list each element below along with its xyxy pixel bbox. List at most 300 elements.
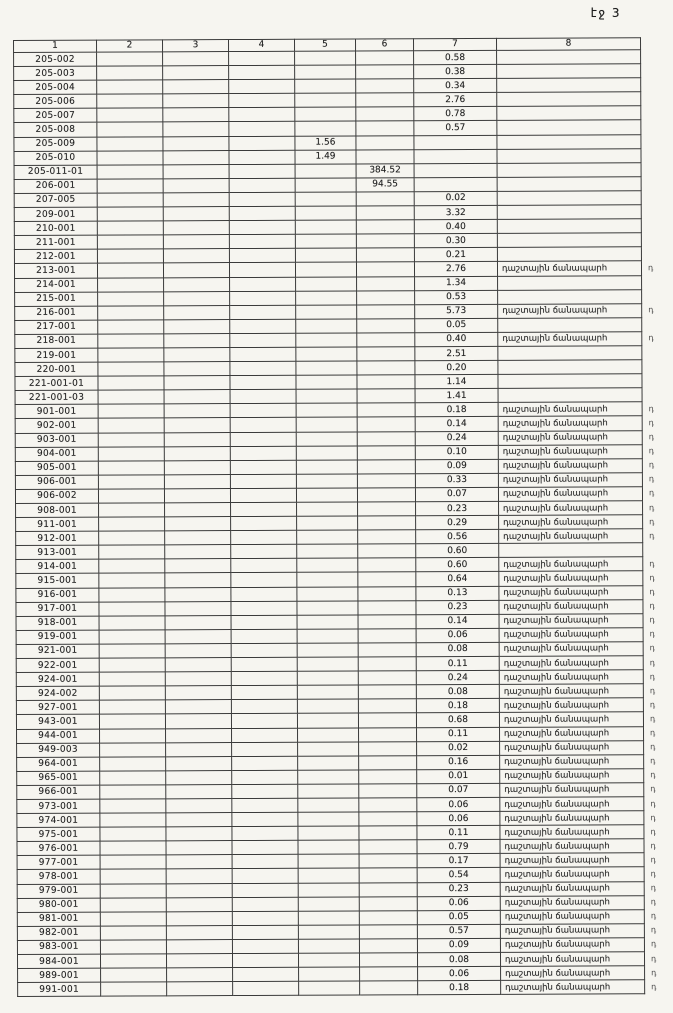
value-cell xyxy=(163,94,229,108)
note-cell: դաշտային ճանապարհ xyxy=(498,430,642,445)
value-cell xyxy=(231,714,297,728)
value-cell xyxy=(358,600,416,614)
value-cell xyxy=(165,615,231,629)
note-cell: դաշտային ճանապարհ xyxy=(500,754,644,769)
value-cell: 0.40 xyxy=(415,332,498,346)
value-cell xyxy=(357,474,415,488)
value-cell xyxy=(297,685,358,699)
value-cell xyxy=(164,418,230,432)
note-cell: դաշտային ճանապարհ xyxy=(499,557,643,572)
margin-mark: դ xyxy=(650,855,656,865)
value-cell xyxy=(166,813,232,827)
note-cell: դաշտային ճանապարհ xyxy=(500,825,644,840)
margin-mark: դ xyxy=(649,615,655,625)
value-cell: 0.40 xyxy=(414,220,497,234)
value-cell xyxy=(231,657,297,671)
margin-mark xyxy=(641,50,671,64)
parcel-code-cell: 981-001 xyxy=(17,912,100,926)
parcel-code-cell: 964-001 xyxy=(17,757,100,771)
value-cell xyxy=(99,714,165,728)
value-cell: 0.07 xyxy=(417,783,500,797)
value-cell xyxy=(356,234,414,248)
parcel-code-cell: 207-005 xyxy=(14,193,97,207)
parcel-code-cell: 991-001 xyxy=(18,982,101,996)
note-cell: դաշտային ճանապարհ xyxy=(500,769,644,784)
margin-mark: դ xyxy=(650,869,656,879)
value-cell xyxy=(98,320,164,334)
value-cell xyxy=(229,234,295,248)
value-cell xyxy=(358,671,416,685)
note-cell: դաշտային ճանապարհ xyxy=(500,952,644,967)
value-cell xyxy=(100,954,166,968)
value-cell xyxy=(358,572,416,586)
value-cell xyxy=(164,305,230,319)
value-cell: 0.14 xyxy=(416,614,499,628)
parcel-code-cell: 927-001 xyxy=(16,700,99,714)
note-cell xyxy=(497,177,641,192)
margin-mark: դ xyxy=(650,798,656,808)
value-cell xyxy=(297,713,358,727)
value-cell xyxy=(230,347,296,361)
value-cell xyxy=(164,291,230,305)
value-cell: 0.09 xyxy=(415,459,498,473)
column-header: 1 xyxy=(14,40,97,52)
value-cell: 0.02 xyxy=(414,191,497,205)
note-cell: դաշտային ճանապարհ xyxy=(498,402,642,417)
value-cell xyxy=(98,489,164,503)
note-cell: դաշտային ճանապարհ xyxy=(500,938,644,953)
value-cell xyxy=(356,262,414,276)
value-cell xyxy=(358,544,416,558)
parcel-code-cell: 205-002 xyxy=(14,52,97,66)
value-cell: 0.79 xyxy=(417,840,500,854)
value-cell xyxy=(232,742,298,756)
margin-mark: դ xyxy=(650,925,657,935)
note-cell xyxy=(497,64,641,79)
value-cell xyxy=(358,657,416,671)
value-cell xyxy=(356,65,414,79)
parcel-code-cell: 205-008 xyxy=(14,123,97,137)
value-cell: 1.34 xyxy=(415,276,498,290)
value-cell: 0.17 xyxy=(417,854,500,868)
value-cell xyxy=(229,263,295,277)
value-cell: 0.16 xyxy=(417,755,500,769)
parcel-code-cell: 903-001 xyxy=(15,433,98,447)
value-cell: 1.41 xyxy=(415,389,498,403)
value-cell: 0.05 xyxy=(417,910,500,924)
note-cell xyxy=(497,134,641,149)
value-cell: 0.02 xyxy=(417,741,500,755)
value-cell xyxy=(100,912,166,926)
value-cell xyxy=(231,502,297,516)
value-cell xyxy=(229,178,295,192)
note-cell: դաշտային ճանապարհ xyxy=(497,261,641,276)
value-cell xyxy=(229,206,295,220)
value-cell xyxy=(359,840,417,854)
note-cell: դաշտային ճանապարհ xyxy=(500,726,644,741)
value-cell: 0.09 xyxy=(417,938,500,952)
value-cell: 0.68 xyxy=(416,713,499,727)
value-cell: 0.78 xyxy=(414,107,497,121)
value-cell xyxy=(97,193,163,207)
value-cell xyxy=(357,488,415,502)
value-cell xyxy=(164,277,230,291)
value-cell xyxy=(357,403,415,417)
value-cell xyxy=(298,854,359,868)
value-cell xyxy=(163,164,229,178)
parcel-code-cell: 984-001 xyxy=(17,954,100,968)
value-cell xyxy=(229,220,295,234)
value-cell xyxy=(99,587,165,601)
value-cell xyxy=(296,389,357,403)
value-cell xyxy=(229,108,295,122)
value-cell xyxy=(359,868,417,882)
value-cell xyxy=(359,826,417,840)
note-cell: դաշտային ճանապարհ xyxy=(501,980,645,995)
value-cell: 0.57 xyxy=(414,121,497,135)
value-cell xyxy=(97,165,163,179)
value-cell xyxy=(100,926,166,940)
note-cell: դաշտային ճանապարհ xyxy=(500,811,644,826)
value-cell xyxy=(99,616,165,630)
value-cell: 0.58 xyxy=(414,50,497,64)
value-cell xyxy=(356,121,414,135)
note-cell: դաշտային ճանապարհ xyxy=(500,881,644,896)
parcel-code-cell: 215-001 xyxy=(15,292,98,306)
margin-mark: դ xyxy=(647,263,654,273)
value-cell xyxy=(99,700,165,714)
note-cell: դաշտային ճանապարհ xyxy=(498,444,642,459)
value-cell xyxy=(231,700,297,714)
value-cell xyxy=(101,982,167,996)
margin-mark: դ xyxy=(649,530,655,540)
note-cell: դաշտային ճանապարհ xyxy=(498,487,642,502)
value-cell xyxy=(356,192,414,206)
value-cell xyxy=(356,149,414,163)
value-cell xyxy=(229,51,295,65)
margin-mark: դ xyxy=(651,967,657,977)
value-cell xyxy=(166,770,232,784)
value-cell xyxy=(100,827,166,841)
margin-mark xyxy=(642,275,672,289)
note-cell: դաշտային ճանապարհ xyxy=(499,628,643,643)
value-cell xyxy=(230,432,296,446)
value-cell xyxy=(296,277,357,291)
parcel-code-cell: 906-002 xyxy=(15,489,98,503)
value-cell: 0.57 xyxy=(417,924,500,938)
value-cell xyxy=(229,150,295,164)
value-cell xyxy=(165,587,231,601)
value-cell xyxy=(232,826,298,840)
value-cell xyxy=(164,474,230,488)
value-cell xyxy=(295,121,356,135)
value-cell: 0.30 xyxy=(414,234,497,248)
note-cell: դաշտային ճանապարհ xyxy=(498,416,642,431)
value-cell: 1.14 xyxy=(415,375,498,389)
parcel-code-cell: 911-001 xyxy=(16,517,99,531)
parcel-code-cell: 975-001 xyxy=(17,827,100,841)
value-cell: 94.55 xyxy=(356,178,414,192)
value-cell xyxy=(357,375,415,389)
parcel-code-cell: 979-001 xyxy=(17,884,100,898)
value-cell xyxy=(295,234,356,248)
value-cell xyxy=(100,841,166,855)
margin-mark: դ xyxy=(648,446,655,456)
value-cell xyxy=(100,855,166,869)
value-cell xyxy=(229,65,295,79)
parcel-code-cell: 213-001 xyxy=(14,264,97,278)
value-cell xyxy=(100,785,166,799)
note-cell: դաշտային ճանապարհ xyxy=(500,839,644,854)
value-cell xyxy=(163,52,229,66)
value-cell xyxy=(298,883,359,897)
value-cell xyxy=(100,869,166,883)
value-cell xyxy=(97,136,163,150)
value-cell xyxy=(357,431,415,445)
note-cell: դաշտային ճանապարհ xyxy=(499,515,643,530)
value-cell xyxy=(357,459,415,473)
value-cell: 0.53 xyxy=(415,290,498,304)
value-cell xyxy=(356,51,414,65)
note-cell: դաշտային ճանապարհ xyxy=(499,712,643,727)
value-cell xyxy=(233,967,299,981)
value-cell xyxy=(297,558,358,572)
value-cell xyxy=(230,474,296,488)
note-cell: դաշտային ճանապարհ xyxy=(500,895,644,910)
value-cell xyxy=(97,52,163,66)
value-cell xyxy=(297,643,358,657)
value-cell xyxy=(358,614,416,628)
value-cell xyxy=(97,221,163,235)
column-header: 8 xyxy=(496,38,640,51)
value-cell xyxy=(357,361,415,375)
value-cell xyxy=(166,756,232,770)
value-cell xyxy=(359,910,417,924)
parcel-code-cell: 980-001 xyxy=(17,898,100,912)
value-cell xyxy=(298,770,359,784)
parcel-code-cell: 216-001 xyxy=(15,306,98,320)
value-cell xyxy=(98,277,164,291)
value-cell xyxy=(359,798,417,812)
value-cell xyxy=(231,601,297,615)
value-cell xyxy=(164,432,230,446)
value-cell xyxy=(98,432,164,446)
margin-mark xyxy=(642,317,672,331)
value-cell xyxy=(97,235,163,249)
value-cell xyxy=(360,981,418,995)
parcel-code-cell: 205-003 xyxy=(14,66,97,80)
parcel-code-cell: 921-001 xyxy=(16,644,99,658)
value-cell xyxy=(229,79,295,93)
value-cell xyxy=(101,968,167,982)
value-cell xyxy=(232,784,298,798)
margin-mark: դ xyxy=(648,404,654,414)
value-cell xyxy=(232,883,298,897)
value-cell xyxy=(99,644,165,658)
note-cell xyxy=(497,233,641,248)
margin-mark: դ xyxy=(649,685,656,695)
value-cell xyxy=(99,517,165,531)
value-cell: 3.32 xyxy=(414,205,497,219)
margin-mark: դ xyxy=(649,671,656,681)
margin-spacer xyxy=(640,38,670,50)
value-cell xyxy=(100,728,166,742)
value-cell xyxy=(165,672,231,686)
parcel-code-cell: 982-001 xyxy=(17,926,100,940)
value-cell xyxy=(163,80,229,94)
note-cell: դաշտային ճանապարհ xyxy=(499,529,643,544)
note-cell: դաշտային ճանապարհ xyxy=(501,966,645,981)
margin-mark xyxy=(641,92,671,106)
scanned-table-sheet xyxy=(13,37,673,997)
value-cell xyxy=(164,460,230,474)
value-cell xyxy=(100,742,166,756)
value-cell xyxy=(297,572,358,586)
value-cell xyxy=(359,812,417,826)
value-cell xyxy=(164,319,230,333)
parcel-code-cell: 965-001 xyxy=(17,771,100,785)
value-cell xyxy=(297,657,358,671)
value-cell xyxy=(358,558,416,572)
value-cell xyxy=(97,207,163,221)
value-cell xyxy=(165,517,231,531)
note-cell xyxy=(497,219,641,234)
value-cell xyxy=(231,671,297,685)
parcel-code-cell: 915-001 xyxy=(16,574,99,588)
margin-mark: դ xyxy=(648,305,654,315)
note-cell xyxy=(497,205,641,220)
value-cell: 0.60 xyxy=(416,544,499,558)
value-cell xyxy=(231,615,297,629)
value-cell xyxy=(359,741,417,755)
value-cell xyxy=(359,925,417,939)
value-cell xyxy=(100,771,166,785)
value-cell: 0.23 xyxy=(417,882,500,896)
value-cell: 0.18 xyxy=(418,981,501,995)
value-cell: 0.34 xyxy=(414,79,497,93)
value-cell xyxy=(358,502,416,516)
value-cell xyxy=(359,896,417,910)
value-cell xyxy=(166,911,232,925)
note-cell xyxy=(498,346,642,361)
value-cell xyxy=(297,502,358,516)
column-header: 5 xyxy=(294,39,355,51)
value-cell xyxy=(358,629,416,643)
note-cell xyxy=(498,318,642,333)
parcel-code-cell: 949-003 xyxy=(17,743,100,757)
value-cell xyxy=(163,235,229,249)
value-cell xyxy=(230,277,296,291)
parcel-code-cell: 914-001 xyxy=(16,560,99,574)
value-cell xyxy=(97,94,163,108)
parcel-code-cell: 924-001 xyxy=(16,672,99,686)
note-cell xyxy=(497,247,641,262)
value-cell xyxy=(233,981,299,995)
margin-mark xyxy=(641,134,671,148)
value-cell xyxy=(97,179,163,193)
value-cell xyxy=(296,432,357,446)
value-cell xyxy=(296,333,357,347)
margin-mark: դ xyxy=(649,587,655,597)
value-cell xyxy=(232,925,298,939)
value-cell xyxy=(298,826,359,840)
margin-mark xyxy=(642,360,672,374)
value-cell: 0.06 xyxy=(417,896,500,910)
value-cell xyxy=(166,841,232,855)
value-cell xyxy=(356,220,414,234)
parcel-code-cell: 221-001-01 xyxy=(15,376,98,390)
margin-mark: դ xyxy=(649,573,655,583)
margin-mark xyxy=(641,233,671,247)
value-cell xyxy=(298,742,359,756)
value-cell xyxy=(164,348,230,362)
parcel-code-cell: 978-001 xyxy=(17,870,100,884)
parcel-code-cell: 217-001 xyxy=(15,320,98,334)
value-cell xyxy=(357,417,415,431)
value-cell xyxy=(231,573,297,587)
value-cell: 0.06 xyxy=(416,628,499,642)
value-cell xyxy=(99,573,165,587)
note-cell: դաշտային ճանապարհ xyxy=(500,924,644,939)
value-cell: 0.64 xyxy=(416,572,499,586)
value-cell xyxy=(231,545,297,559)
value-cell: 0.08 xyxy=(416,642,499,656)
value-cell xyxy=(164,333,230,347)
note-cell xyxy=(497,78,641,93)
value-cell xyxy=(296,403,357,417)
value-cell xyxy=(165,503,231,517)
value-cell xyxy=(100,940,166,954)
parcel-code-cell: 912-001 xyxy=(16,531,99,545)
note-cell xyxy=(498,275,642,290)
value-cell xyxy=(166,855,232,869)
margin-mark: դ xyxy=(649,601,655,611)
value-cell xyxy=(414,177,497,191)
value-cell xyxy=(97,263,163,277)
margin-mark xyxy=(641,106,671,120)
parcel-code-cell: 973-001 xyxy=(17,799,100,813)
value-cell xyxy=(230,361,296,375)
value-cell xyxy=(229,249,295,263)
margin-mark: դ xyxy=(650,770,656,780)
value-cell xyxy=(230,390,296,404)
value-cell xyxy=(359,854,417,868)
note-cell: դաշտային ճանապարհ xyxy=(499,585,643,600)
value-cell xyxy=(229,94,295,108)
value-cell: 0.60 xyxy=(416,558,499,572)
value-cell xyxy=(97,151,163,165)
value-cell xyxy=(231,587,297,601)
value-cell: 0.20 xyxy=(415,360,498,374)
value-cell xyxy=(165,629,231,643)
parcel-code-cell: 919-001 xyxy=(16,630,99,644)
parcel-code-cell: 917-001 xyxy=(16,602,99,616)
value-cell xyxy=(359,882,417,896)
value-cell xyxy=(298,812,359,826)
value-cell xyxy=(232,911,298,925)
parcel-code-cell: 214-001 xyxy=(15,278,98,292)
value-cell xyxy=(232,728,298,742)
value-cell xyxy=(231,685,297,699)
value-cell xyxy=(295,178,356,192)
margin-mark: դ xyxy=(650,953,657,963)
value-cell xyxy=(414,149,497,163)
value-cell xyxy=(295,93,356,107)
value-cell xyxy=(98,404,164,418)
value-cell xyxy=(299,967,360,981)
value-cell xyxy=(414,135,497,149)
note-cell: դաշտային ճանապարհ xyxy=(499,656,643,671)
